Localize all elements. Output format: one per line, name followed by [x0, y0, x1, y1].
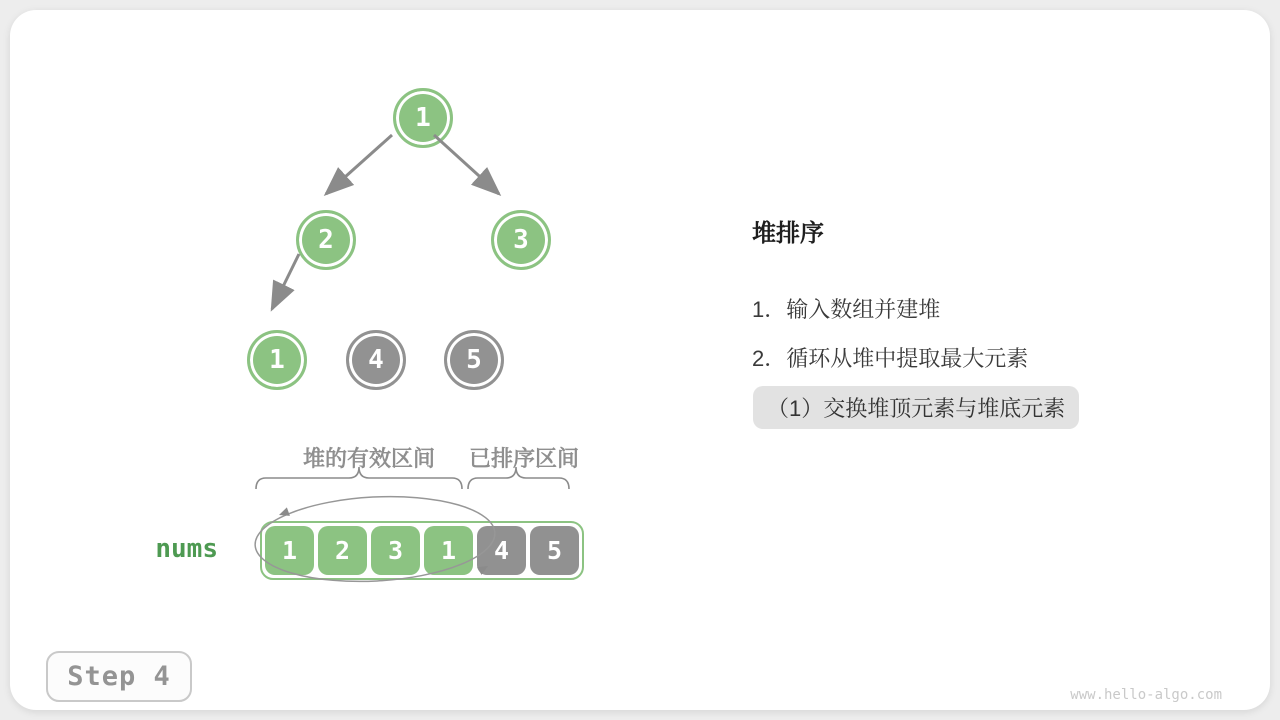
node-value: 1: [415, 103, 431, 133]
nums-array: [260, 521, 584, 580]
panel-step-1: 1．输入数组并建堆: [752, 297, 941, 322]
current-substep-highlight: （1）交换堆顶元素与堆底元素: [753, 386, 1079, 429]
array-cell-4: 4: [477, 526, 526, 575]
node-value: 5: [466, 345, 482, 375]
watermark-url: www.hello-algo.com: [1070, 687, 1222, 703]
tree-node-left: [296, 210, 356, 270]
step-badge: Step 4: [46, 651, 192, 702]
array-cell-1: 2: [318, 526, 367, 575]
array-cell-0: 1: [265, 526, 314, 575]
node-value: 1: [269, 345, 285, 375]
tree-node-sorted-5: [444, 330, 504, 390]
node-value: 2: [318, 225, 334, 255]
array-cell-5: 5: [530, 526, 579, 575]
heap-region-label: 堆的有效区间: [302, 446, 436, 471]
tree-node-leaf: [247, 330, 307, 390]
node-value: 4: [368, 345, 384, 375]
node-value: 3: [513, 225, 529, 255]
tree-node-right: [491, 210, 551, 270]
panel-step-2: 2．循环从堆中提取最大元素: [752, 346, 1029, 371]
tree-node-sorted-4: [346, 330, 406, 390]
array-name-label: nums: [155, 534, 218, 564]
tree-node-root: [393, 88, 453, 148]
panel-title: 堆排序: [752, 220, 824, 247]
sorted-region-label: 已排序区间: [468, 446, 580, 471]
array-cell-3: 1: [424, 526, 473, 575]
array-cell-2: 3: [371, 526, 420, 575]
figure-card: [10, 10, 1270, 710]
